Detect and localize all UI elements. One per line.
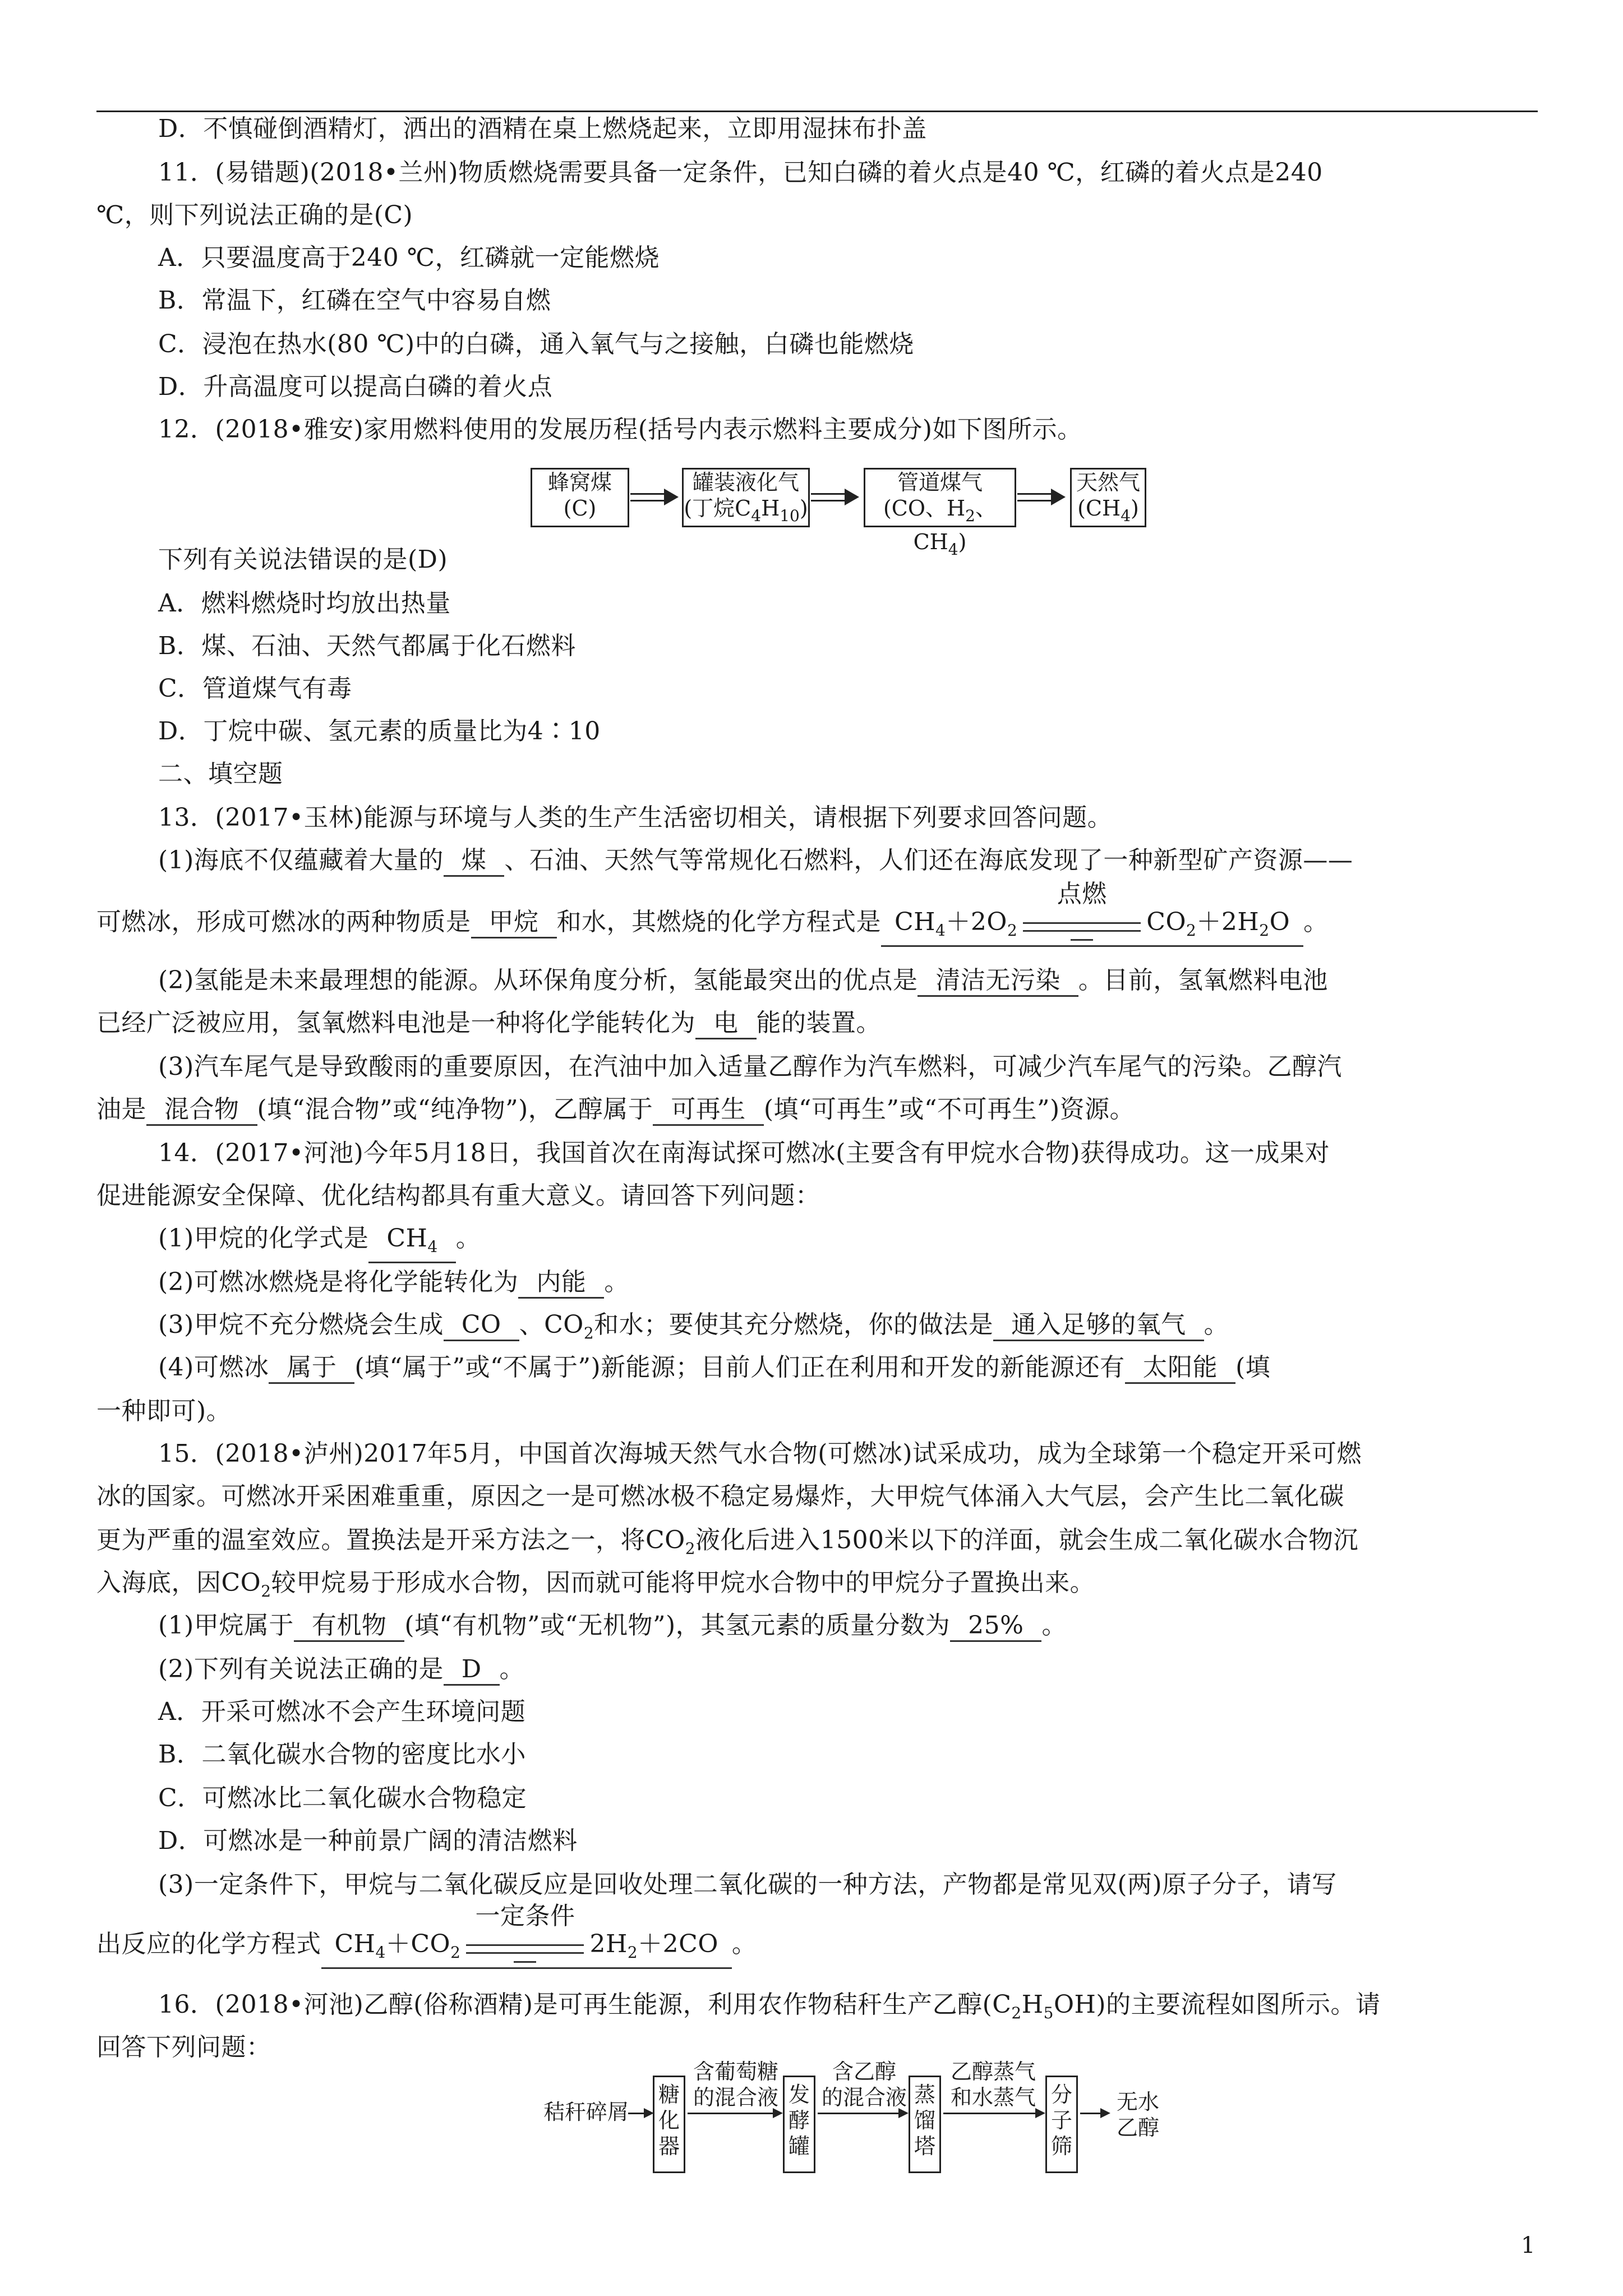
- q13-part1-line2: 可燃冰，形成可燃冰的两种物质是 甲烷 和水，其燃烧的化学方程式是 $CH_4+2O_2$ 点燃 $CO_2+2H_2O$ 。: [96, 905, 1329, 947]
- flow2-arrow-3: [943, 2113, 1043, 2114]
- q15-stem-cont3: 入海底，因$CO_2$较甲烷易于形成水合物，因而就可能将甲烷水合物中的甲烷分子置换出来。: [96, 1568, 1095, 1600]
- reaction-condition-sign: 一定条件: [460, 1930, 589, 1963]
- q13-part3-line1: (3)汽车尾气是导致酸雨的重要原因，在汽油中加入适量乙醇作为汽车燃料，可减少汽车尾气的污染。乙醇汽: [158, 1052, 1342, 1081]
- answer-blank: $CH_4$: [368, 1224, 455, 1263]
- q11-stem-cont: ℃，则下列说法正确的是(C): [96, 201, 413, 229]
- flow2-box-fermenter: 发酵罐: [783, 2076, 815, 2173]
- q14-part4: (4)可燃冰 属于 (填“属于”或“不属于”)新能源；目前人们正在利用和开发的新能源还有 太阳能 (填: [158, 1351, 1270, 1384]
- flow1-arrow-1: [630, 492, 679, 502]
- q12-option-c: C．管道煤气有毒: [158, 674, 352, 703]
- answer-blank: 甲烷: [471, 908, 557, 938]
- q12-stem: 12．(2018•雅安)家用燃料使用的发展历程(括号内表示燃料主要成分)如下图所示。: [158, 415, 1082, 444]
- q14-part4-cont: 一种即可)。: [96, 1397, 232, 1425]
- flow2-box-saccharifier: 糖化器: [653, 2076, 685, 2173]
- answer-blank: D: [444, 1655, 500, 1686]
- flow1-arrow-2: [811, 492, 859, 502]
- q16-stem-cont: 回答下列问题：: [96, 2033, 271, 2062]
- flow2-box-distillation-tower: 蒸馏塔: [909, 2076, 941, 2173]
- answer-blank: 电: [695, 1009, 757, 1039]
- q15-part3-line2: 出反应的化学方程式 $CH_4+CO_2$ 一定条件 $2H_2+2CO$ 。: [96, 1927, 757, 1969]
- equation-blank: $CH_4+CO_2$ 一定条件 $2H_2+2CO$: [321, 1930, 732, 1969]
- answer-blank: CO: [444, 1310, 519, 1341]
- flow2-end-anhydrous-ethanol: 无水 乙醇: [1116, 2090, 1159, 2140]
- q15-option-a: A．开采可燃冰不会产生环境问题: [158, 1697, 526, 1726]
- answer-blank: 煤: [444, 846, 505, 877]
- q13-part2-line2: 已经广泛被应用，氢氧燃料电池是一种将化学能转化为 电 能的装置。: [96, 1006, 881, 1040]
- page-number: 1: [1521, 2233, 1536, 2258]
- q11-option-b: B．常温下，红磷在空气中容易自燃: [158, 286, 551, 315]
- answer-blank: 混合物: [146, 1095, 257, 1126]
- q15-part1: (1)甲烷属于 有机物 (填“有机物”或“无机物”)，其氢元素的质量分数为 25% 。: [158, 1609, 1067, 1642]
- flow2-label-vapors: 乙醇蒸气 和水蒸气: [950, 2059, 1036, 2110]
- equation-blank: $CH_4+2O_2$ 点燃 $CO_2+2H_2O$: [881, 908, 1303, 947]
- flow2-label-ethanol-mixture: 含乙醇 的混合液: [821, 2059, 907, 2110]
- answer-blank: 清洁无污染: [917, 966, 1078, 997]
- q15-option-d: D．可燃冰是一种前景广阔的清洁燃料: [158, 1826, 578, 1855]
- answer-blank: 太阳能: [1125, 1353, 1236, 1384]
- q15-stem-cont1: 冰的国家。可燃冰开采困难重重，原因之一是可燃冰极不稳定易爆炸，大甲烷气体涌入大气层，会产生比二氧化碳: [96, 1482, 1344, 1511]
- q15-option-c: C．可燃冰比二氧化碳水合物稳定: [158, 1784, 527, 1812]
- q15-part2: (2)下列有关说法正确的是 D 。: [158, 1653, 524, 1686]
- flow1-arrow-3: [1017, 492, 1066, 502]
- answer-blank: 通入足够的氧气: [993, 1310, 1204, 1341]
- q12-option-d: D．丁烷中碳、氢元素的质量比为4∶10: [158, 717, 601, 746]
- flow2-box-molecular-sieve: 分子筛: [1045, 2076, 1078, 2173]
- flow1-box-pipeline-gas: 管道煤气 (CO、$H_2$、$CH_4$): [864, 468, 1016, 527]
- q16-stem: 16．(2018•河池)乙醇(俗称酒精)是可再生能源，利用农作物秸秆生产乙醇$(C_2H_5OH)$的主要流程如图所示。请: [158, 1990, 1381, 2022]
- flow2-arrow-1: [688, 2113, 781, 2114]
- q11-option-a: A．只要温度高于240 ℃，红磷就一定能燃烧: [158, 243, 660, 272]
- flow2-arrow-2: [818, 2113, 906, 2114]
- q10-option-d: D．不慎碰倒酒精灯，洒出的酒精在桌上燃烧起来，立即用湿抹布扑盖: [158, 114, 927, 143]
- q14-part1: (1)甲烷的化学式是 $CH_4$ 。: [158, 1222, 481, 1263]
- q12-option-a: A．燃料燃烧时均放出热量: [158, 589, 451, 618]
- flow1-box-lpg: 罐装液化气 (丁烷$C_4H_{10}$): [682, 468, 810, 527]
- q14-part2: (2)可燃冰燃烧是将化学能转化为 内能 。: [158, 1266, 629, 1299]
- flow2-arrow-0: [628, 2113, 652, 2114]
- q12-option-b: B．煤、石油、天然气都属于化石燃料: [158, 632, 576, 660]
- answer-blank: 可再生: [653, 1095, 764, 1126]
- flow2-arrow-4: [1080, 2113, 1108, 2114]
- q15-stem: 15．(2018•泸州)2017年5月，中国首次海城天然气水合物(可燃冰)试采成功，成为全球第一个稳定开采可燃: [158, 1439, 1362, 1468]
- q13-part2-line1: (2)氢能是未来最理想的能源。从环保角度分析，氢能最突出的优点是 清洁无污染 。目前，氢氧燃料电池: [158, 964, 1328, 997]
- q15-part3-line1: (3)一定条件下，甲烷与二氧化碳反应是回收处理二氧化碳的一种方法，产物都是常见双(两)原子分子，请写: [158, 1870, 1337, 1899]
- q12-ask: 下列有关说法错误的是(D): [158, 545, 448, 574]
- answer-blank: 25%: [950, 1611, 1041, 1642]
- q11-option-c: C．浸泡在热水(80 ℃)中的白磷，通入氧气与之接触，白磷也能燃烧: [158, 330, 914, 358]
- answer-blank: 内能: [518, 1268, 604, 1299]
- flow1-box-honeycomb-coal: 蜂窝煤 (C): [531, 468, 629, 527]
- reaction-condition-sign: 点燃: [1017, 908, 1146, 941]
- q14-stem: 14．(2017•河池)今年5月18日，我国首次在南海试探可燃冰(主要含有甲烷水合物)获得成功。这一成果对: [158, 1139, 1330, 1167]
- answer-blank: 有机物: [294, 1611, 405, 1642]
- flow2-start-straw: 秸秆碎屑: [543, 2100, 629, 2124]
- q14-stem-cont: 促进能源安全保障、优化结构都具有重大意义。请回答下列问题：: [96, 1181, 820, 1210]
- q15-stem-cont2: 更为严重的温室效应。置换法是开采方法之一，将$CO_2$液化后进入1500米以下的洋面，就会生成二氧化碳水合物沉: [96, 1526, 1359, 1558]
- q13-part1-line1: (1)海底不仅蕴藏着大量的 煤 、石油、天然气等常规化石燃料，人们还在海底发现了一种新型矿产资源——: [158, 844, 1353, 877]
- flow1-box-natural-gas: 天然气 $(CH_4)$: [1070, 468, 1146, 527]
- q15-option-b: B．二氧化碳水合物的密度比水小: [158, 1740, 526, 1769]
- q13-stem: 13．(2017•玉林)能源与环境与人类的生产生活密切相关，请根据下列要求回答问题。: [158, 803, 1113, 832]
- q11-stem: 11．(易错题)(2018•兰州)物质燃烧需要具备一定条件，已知白磷的着火点是40 ℃，红磷的着火点是240: [158, 158, 1323, 187]
- q14-part3: (3)甲烷不充分燃烧会生成 CO 、$CO_2$和水；要使其充分燃烧，你的做法是 通入足够的氧气 。: [158, 1310, 1229, 1342]
- answer-blank: 属于: [269, 1353, 354, 1384]
- section-fill-blank-heading: 二、填空题: [158, 760, 283, 788]
- q11-option-d: D．升高温度可以提高白磷的着火点: [158, 372, 553, 401]
- q13-part3-line2: 油是 混合物 (填“混合物”或“纯净物”)，乙醇属于 可再生 (填“可再生”或“不可再生”)资源。: [96, 1093, 1135, 1126]
- flow2-label-glucose: 含葡萄糖 的混合液: [693, 2059, 778, 2110]
